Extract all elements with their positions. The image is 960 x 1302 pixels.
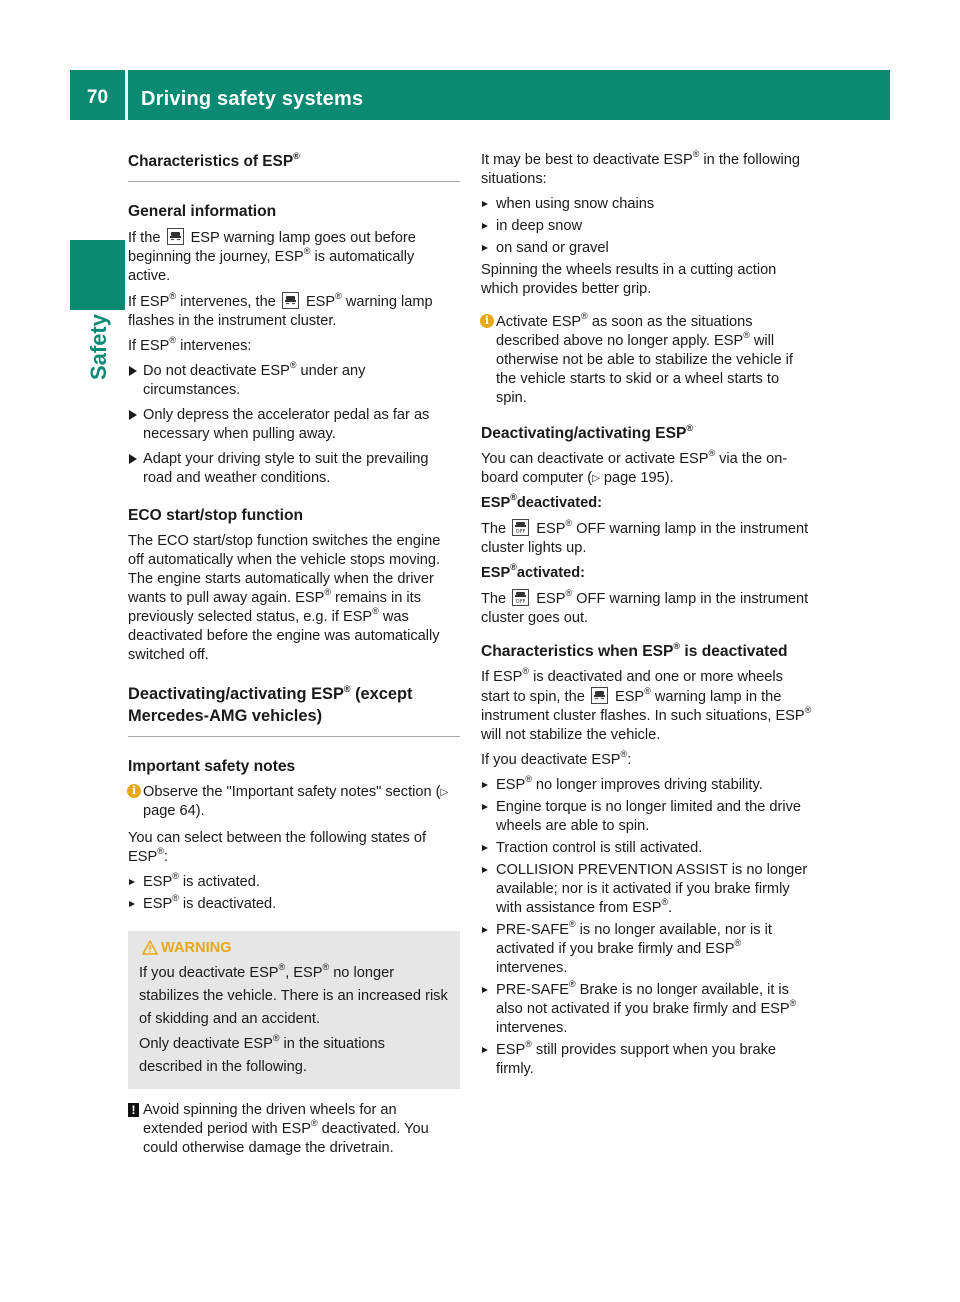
list-item: when using snow chains [481,195,813,214]
subheading-esp-deactivated: ESP®deactivated: [481,492,603,511]
paragraph-if-deactivated: If ESP® is deactivated and one or more wheels start to spin, the ESP® warning lamp in the instrument cluster flashes. In such situations, ESP® will not stabilize the vehicle. [481,666,812,743]
heading-characteristics-esp: Characteristics of ESP® [128,151,460,182]
svg-text:OFF: OFF [515,599,526,604]
instruction-step: Adapt your driving style to suit the prevailing road and weather conditions. [128,450,460,488]
section-title: Driving safety systems [141,88,364,110]
instruction-step: Do not deactivate ESP® under any circumstances. [128,362,460,400]
paragraph-general-3: If ESP® intervenes: [128,335,252,354]
warning-paragraph-1: If you deactivate ESP®, ESP® no longer stabilizes the vehicle. There is an increased risk of skidding and an accident. [139,962,448,1027]
paragraph-general-2: If ESP® intervenes, the ESP® warning lamp flashes in the instrument cluster. [128,291,433,329]
right-column [481,151,813,1082]
header-divider [125,70,128,120]
paragraph-if-you-deactivate: If you deactivate ESP®: [481,749,632,768]
heading-deactivating-activating-esp-onboard: Deactivating/activating ESP® [481,423,694,442]
heading-eco-start-stop: ECO start/stop function [128,507,303,524]
list-item: PRE-SAFE® Brake is no longer available, it is also not activated if you brake firmly and ESP® intervenes. [481,981,813,1038]
info-note: i Activate ESP® as soon as the situations described above no longer apply. ESP® will otherwise not be able to stabilize the vehicle if the vehicle starts to skid or a wheel starts to spin. [481,313,813,408]
paragraph-esp-off-lights-up: The OFF ESP® OFF warning lamp in the instrument cluster lights up. [481,518,809,556]
paragraph-onboard-computer: You can deactivate or activate ESP® via the on-board computer (▷ page 195). [481,448,788,486]
paragraph-spinning: Spinning the wheels results in a cutting action which provides better grip. [481,262,777,297]
list-item: COLLISION PREVENTION ASSIST is no longer available; nor is it activated if you brake firmly with assistance from ESP®. [481,861,813,918]
instruction-step: Only depress the accelerator pedal as far as necessary when pulling away. [128,406,460,444]
heading-characteristics-when-deactivated: Characteristics when ESP® is deactivated [481,641,788,660]
paragraph-select-states: You can select between the following states of ESP®: [128,830,427,865]
list-item: on sand or gravel [481,239,813,258]
exclamation-icon: ! [128,1103,139,1117]
list-item: ESP® is deactivated. [128,895,460,914]
paragraph-best-deactivate: It may be best to deactivate ESP® in the following situations: [481,149,800,187]
esp-warning-lamp-icon [167,228,184,245]
subheading-esp-activated: ESP®activated: [481,562,585,581]
page-ref-arrow-icon: ▷ [440,787,449,798]
heading-deactivating-activating-esp: Deactivating/activating ESP® (except Mercedes-AMG vehicles) [128,683,460,737]
chapter-label: Safety [86,314,111,381]
list-item: PRE-SAFE® is no longer available, nor is it activated if you brake firmly and ESP® intervenes. [481,921,813,978]
page-ref-arrow-icon: ▷ [592,473,600,484]
list-item: in deep snow [481,217,813,236]
esp-warning-lamp-icon [591,687,608,704]
paragraph-eco: The ECO start/stop function switches the engine off automatically when the vehicle stops moving. The engine starts automatically when the driver wants to pull away again. ESP® remains in its previously selected status, e.g. if ESP® was deactivated before the engine was automatically switched off. [128,533,441,663]
warning-triangle-icon [142,940,158,955]
warning-paragraph-2: Only deactivate ESP® in the situations described in the following. [139,1033,385,1075]
info-note: i Observe the "Important safety notes" section (▷ page 64). [128,783,460,821]
heading-general-information: General information [128,203,277,220]
page-number: 70 [86,87,109,108]
heading-important-safety-notes: Important safety notes [128,758,296,775]
chapter-tab [70,240,125,310]
esp-warning-lamp-icon [282,292,299,309]
esp-off-warning-lamp-icon [512,589,529,606]
svg-text:OFF: OFF [515,529,526,534]
info-icon: i [480,314,494,328]
paragraph-esp-off-goes-out: The OFF ESP® OFF warning lamp in the instrument cluster goes out. [481,588,809,626]
info-icon: i [127,784,141,798]
warning-title: WARNING [139,937,450,960]
list-item: Engine torque is no longer limited and the drive wheels are able to spin. [481,798,813,836]
list-item: ESP® no longer improves driving stability. [481,776,813,795]
caution-note: ! Avoid spinning the driven wheels for an extended period with ESP® deactivated. You could otherwise damage the drivetrain. [128,1101,460,1158]
left-column [128,151,460,1166]
paragraph-general-1: If the ESP warning lamp goes out before beginning the journey, ESP® is automatically active. [128,230,416,284]
warning-box [128,931,460,1089]
list-item: Traction control is still activated. [481,839,813,858]
list-item: ESP® still provides support when you brake firmly. [481,1041,813,1079]
list-item: ESP® is activated. [128,873,460,892]
esp-off-warning-lamp-icon [512,519,529,536]
